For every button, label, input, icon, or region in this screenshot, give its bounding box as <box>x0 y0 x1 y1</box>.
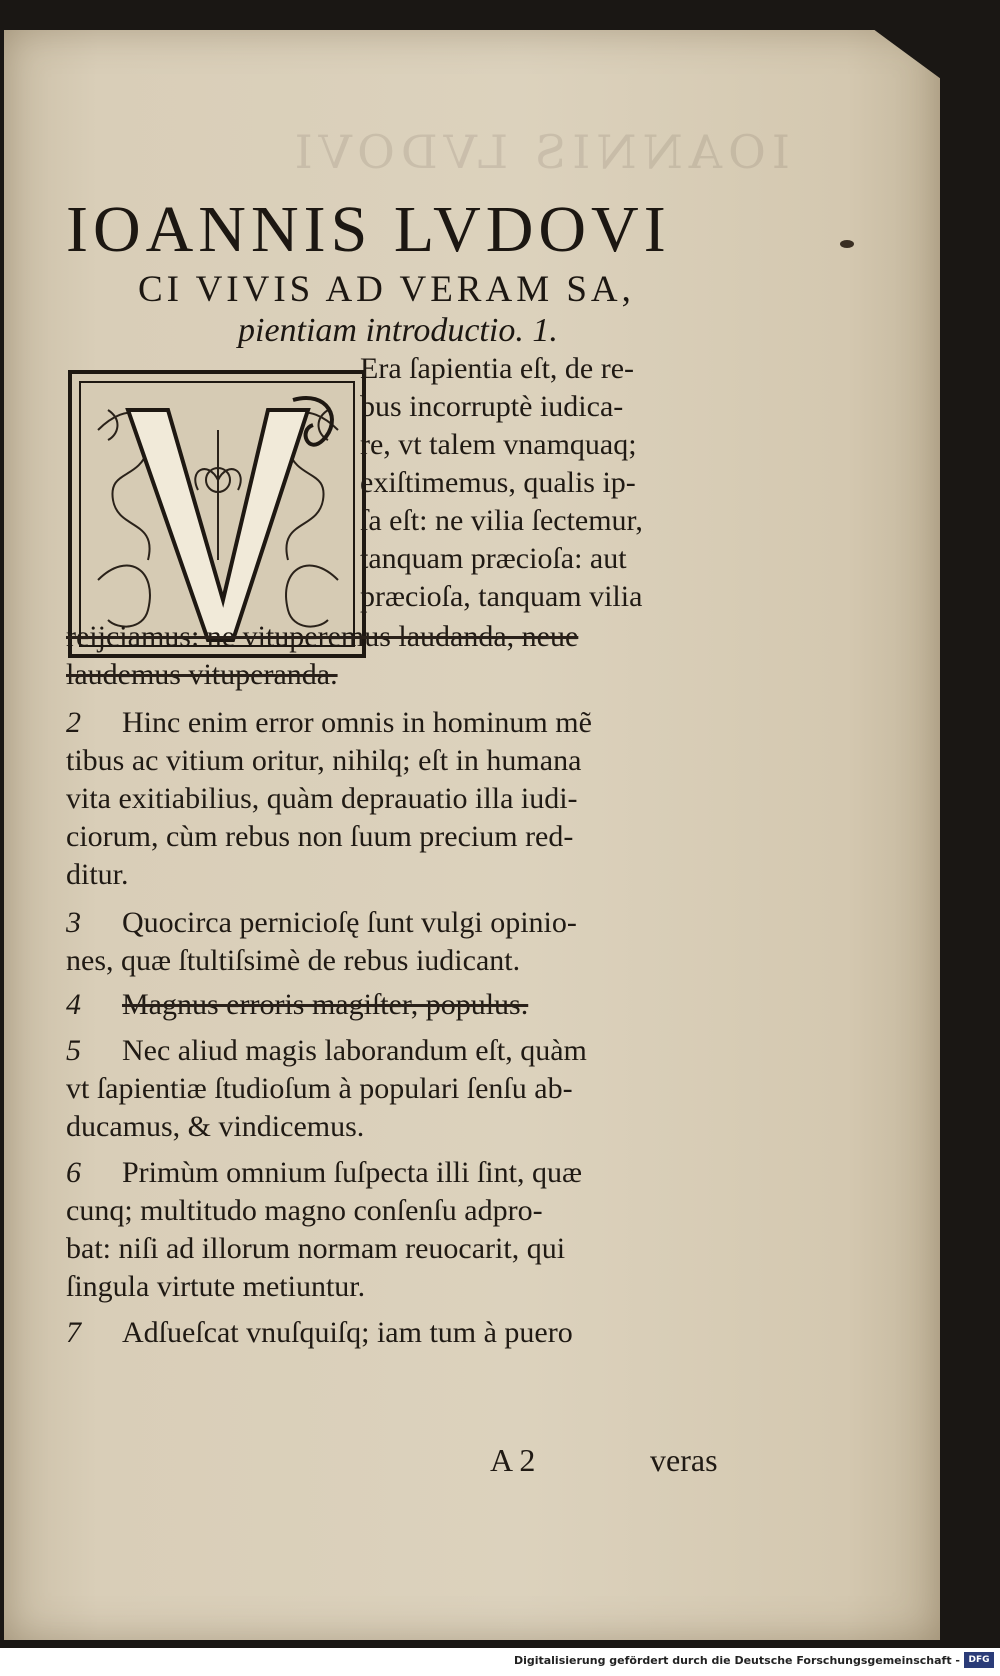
text-line: laudemus vituperanda. <box>66 658 338 691</box>
text-line: nes, quæ ſtultiſsimè de rebus iudicant. <box>66 944 521 977</box>
text-line: Era ſapientia eſt, de re- <box>360 352 635 385</box>
paragraph-7-line-1 <box>66 1316 573 1350</box>
text-line: ducamus, & vindicemus. <box>66 1110 365 1143</box>
text-line: Magnus erroris magiſter, populus. <box>122 988 529 1021</box>
text-line: Nec aliud magis laborandum eſt, quàm <box>122 1034 587 1067</box>
ink-mark <box>840 240 854 248</box>
text-line: reijciamus: ne vituperemus laudanda, neue <box>66 620 579 653</box>
text-line: ciorum, cùm rebus non ſuum precium red- <box>66 820 574 853</box>
title-line-3: pientiam introductio. 1. <box>238 312 558 349</box>
text-line: exiſtimemus, qualis ip- <box>360 466 636 499</box>
text-line: re, vt talem vnamquaq; <box>360 428 637 461</box>
paragraph-3-line-1 <box>66 906 577 940</box>
text-line: tanquam præcioſa: aut <box>360 542 627 575</box>
text-line: vita exitiabilius, quàm deprauatio illa iudi- <box>66 782 578 815</box>
credit-text: Digitalisierung gefördert durch die Deutsche Forschungsgemeinschaft - <box>513 1654 960 1667</box>
paragraph-number: 2 <box>66 706 81 739</box>
text-line: vt ſapientiæ ſtudioſum à populari ſenſu ab- <box>66 1072 573 1105</box>
text-line: Adſueſcat vnuſquiſq; iam tum à puero <box>122 1316 573 1349</box>
decorated-initial-icon <box>68 370 368 660</box>
text-line: ſa eſt: ne vilia ſectemur, <box>360 504 643 537</box>
text-line: bus incorruptè iudica- <box>360 390 624 423</box>
text-line: cunq; multitudo magno conſenſu adpro- <box>66 1194 543 1227</box>
text-line: bat: niſi ad illorum normam reuocarit, qui <box>66 1232 566 1265</box>
bleed-through-text: IOANNIS LVDOVI <box>288 125 790 179</box>
text-line: præcioſa, tanquam vilia <box>360 580 643 613</box>
text-line: tibus ac vitium oritur, nihilq; eſt in humana <box>66 744 582 777</box>
paragraph-number: 3 <box>66 906 81 939</box>
paragraph-number: 4 <box>66 988 81 1021</box>
paragraph-4-line-1 <box>66 988 528 1022</box>
paragraph-5-line-1 <box>66 1034 587 1068</box>
text-line: ſingula virtute metiuntur. <box>66 1270 366 1303</box>
catchword: veras <box>650 1442 718 1478</box>
paragraph-number: 5 <box>66 1034 81 1067</box>
paragraph-number: 7 <box>66 1316 81 1349</box>
signature-mark: A 2 <box>490 1442 536 1478</box>
text-line: ditur. <box>66 858 129 891</box>
paragraph-6-line-1 <box>66 1156 582 1190</box>
text-line: Hinc enim error omnis in hominum mẽ <box>122 706 592 739</box>
dfg-logo-icon: DFG <box>964 1652 994 1668</box>
text-line: Quocirca pernicioſę ſunt vulgi opinio- <box>122 906 577 939</box>
text-line: Primùm omnium ſuſpecta illi ſint, quæ <box>122 1156 582 1189</box>
paragraph-2-line-1 <box>66 706 592 740</box>
title-line-2: CI VIVIS AD VERAM SA, <box>138 269 635 310</box>
title-line-1: IOANNIS LVDOVI <box>66 193 671 266</box>
paragraph-number: 6 <box>66 1156 81 1189</box>
